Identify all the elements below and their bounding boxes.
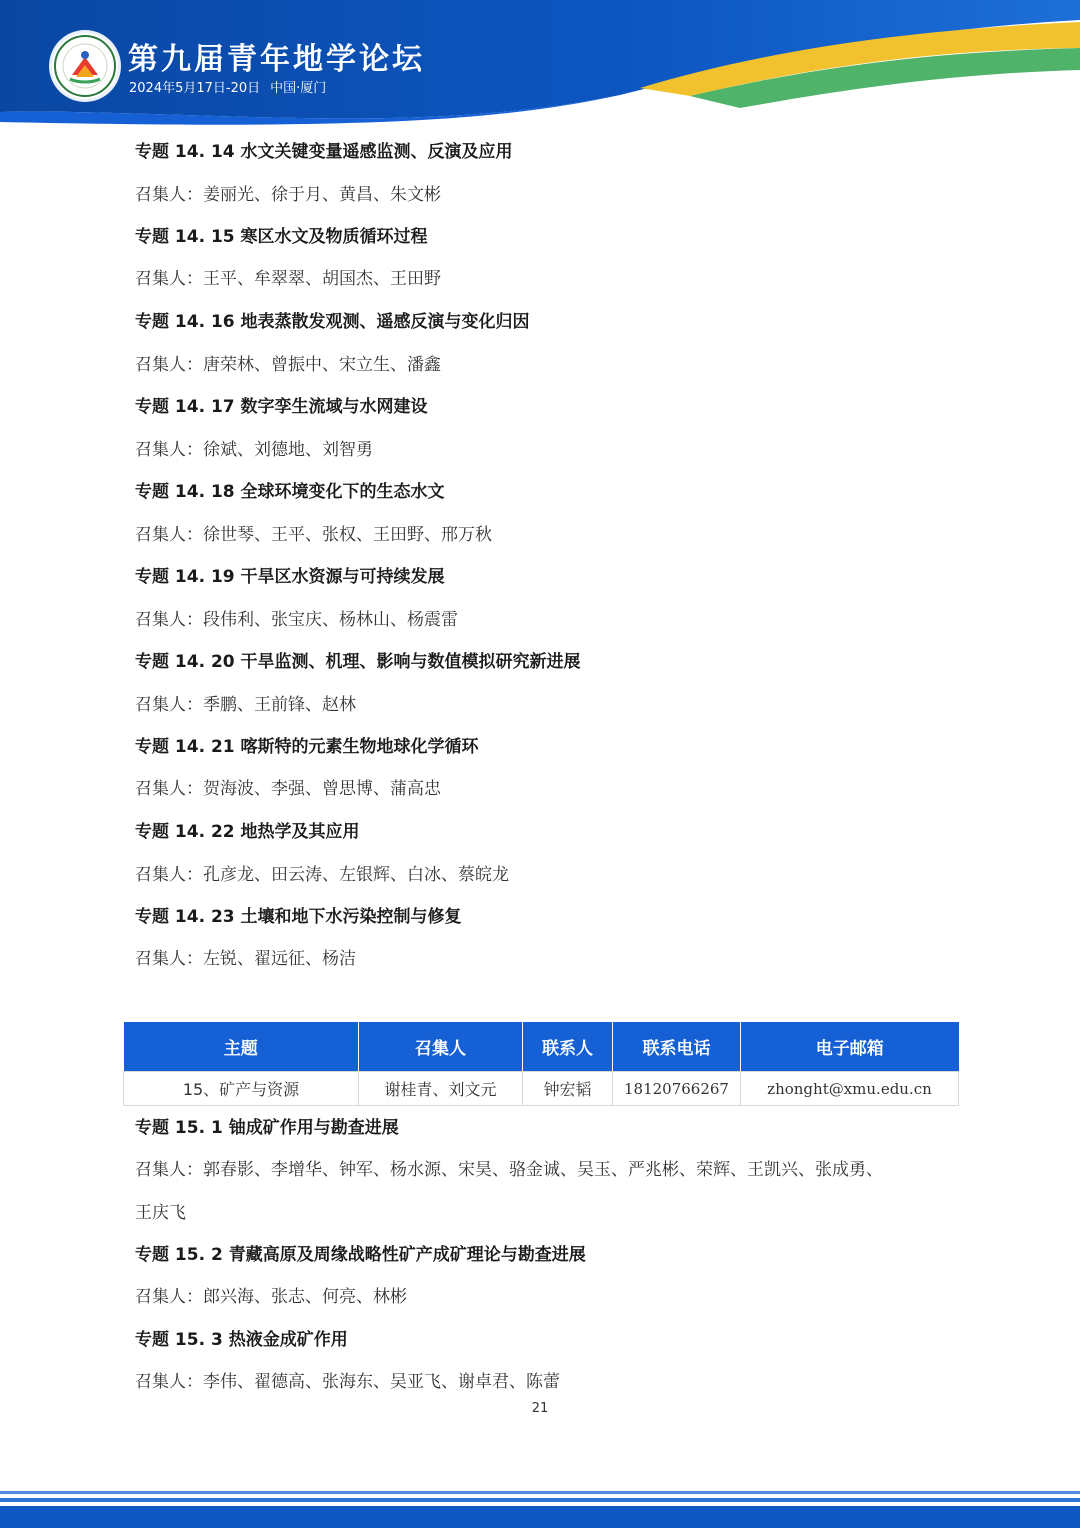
convenors-15-3: 召集人：李伟、翟德高、张海东、吴亚飞、谢卓君、陈蕾 [135,1372,560,1392]
topic-14-16: 专题 14. 16 地表蒸散发观测、遥感反演与变化归因 [135,312,530,332]
cell-theme: 15、矿产与资源 [124,1072,359,1106]
header-phone: 联系电话 [613,1022,741,1072]
topic-14-20: 专题 14. 20 干旱监测、机理、影响与数值模拟研究新进展 [135,652,581,672]
footer-band-mid [0,1498,1080,1502]
cell-convenors: 谢桂青、刘文元 [359,1072,523,1106]
convenors-14-22: 召集人：孔彦龙、田云涛、左银辉、白冰、蔡皖龙 [135,865,509,885]
convenors-14-17: 召集人：徐斌、刘德地、刘智勇 [135,440,373,460]
cell-contact: 钟宏韬 [523,1072,613,1106]
page-number: 21 [531,1401,549,1416]
header-email: 电子邮箱 [741,1022,959,1072]
header-banner [0,0,1080,125]
header-convenors: 召集人 [359,1022,523,1072]
cell-phone: 18120766267 [613,1072,741,1106]
conference-title: 第九届青年地学论坛 [128,42,425,77]
topic-14-23: 专题 14. 23 土壤和地下水污染控制与修复 [135,907,462,927]
topic-15-3: 专题 15. 3 热液金成矿作用 [135,1330,348,1350]
forum-logo [52,33,118,99]
table-header-row [124,1022,959,1072]
convenors-14-16: 召集人：唐荣林、曾振中、宋立生、潘鑫 [135,355,441,375]
convenors-14-20: 召集人：季鹏、王前锋、赵林 [135,695,356,715]
topic-14-14: 专题 14. 14 水文关键变量遥感监测、反演及应用 [135,142,513,162]
theme-table [123,1022,959,1106]
conference-date: 2024年5月17日-20日 [129,81,261,96]
topic-14-15: 专题 14. 15 寒区水文及物质循环过程 [135,227,428,247]
conference-subtitle [129,77,336,96]
topic-14-21: 专题 14. 21 喀斯特的元素生物地球化学循环 [135,737,479,757]
topic-14-19: 专题 14. 19 干旱区水资源与可持续发展 [135,567,445,587]
convenors-14-18: 召集人：徐世琴、王平、张权、王田野、邢万秋 [135,525,492,545]
convenors-15-1: 召集人：郭春影、李增华、钟军、杨水源、宋昊、骆金诚、吴玉、严兆彬、荣辉、王凯兴、张成勇、 [135,1160,883,1180]
footer-band-main [0,1506,1080,1528]
header-contact: 联系人 [523,1022,613,1072]
topic-15-1: 专题 15. 1 铀成矿作用与勘查进展 [135,1118,399,1138]
topic-14-17: 专题 14. 17 数字孪生流域与水网建设 [135,397,428,417]
topic-15-2: 专题 15. 2 青藏高原及周缘战略性矿产成矿理论与勘查进展 [135,1245,586,1265]
topic-14-22: 专题 14. 22 地热学及其应用 [135,822,360,842]
topic-14-18: 专题 14. 18 全球环境变化下的生态水文 [135,482,445,502]
convenors-14-14: 召集人：姜丽光、徐于月、黄昌、朱文彬 [135,185,441,205]
convenors-14-21: 召集人：贺海波、李强、曾思博、蒲高忠 [135,779,441,799]
convenors-14-19: 召集人：段伟利、张宝庆、杨林山、杨震雷 [135,610,458,630]
convenors-15-1-cont: 王庆飞 [135,1203,186,1223]
forum-logo-icon [52,33,118,99]
footer-band-thin [0,1491,1080,1494]
convenors-15-2: 召集人：郎兴海、张志、何亮、林彬 [135,1287,407,1307]
header-theme: 主题 [124,1022,359,1072]
convenors-14-23: 召集人：左锐、翟远征、杨洁 [135,949,356,969]
conference-location: 中国·厦门 [270,81,327,96]
cell-email[interactable]: zhonght@xmu.edu.cn [741,1072,959,1106]
table-row [124,1072,959,1106]
convenors-14-15: 召集人：王平、牟翠翠、胡国杰、王田野 [135,269,441,289]
